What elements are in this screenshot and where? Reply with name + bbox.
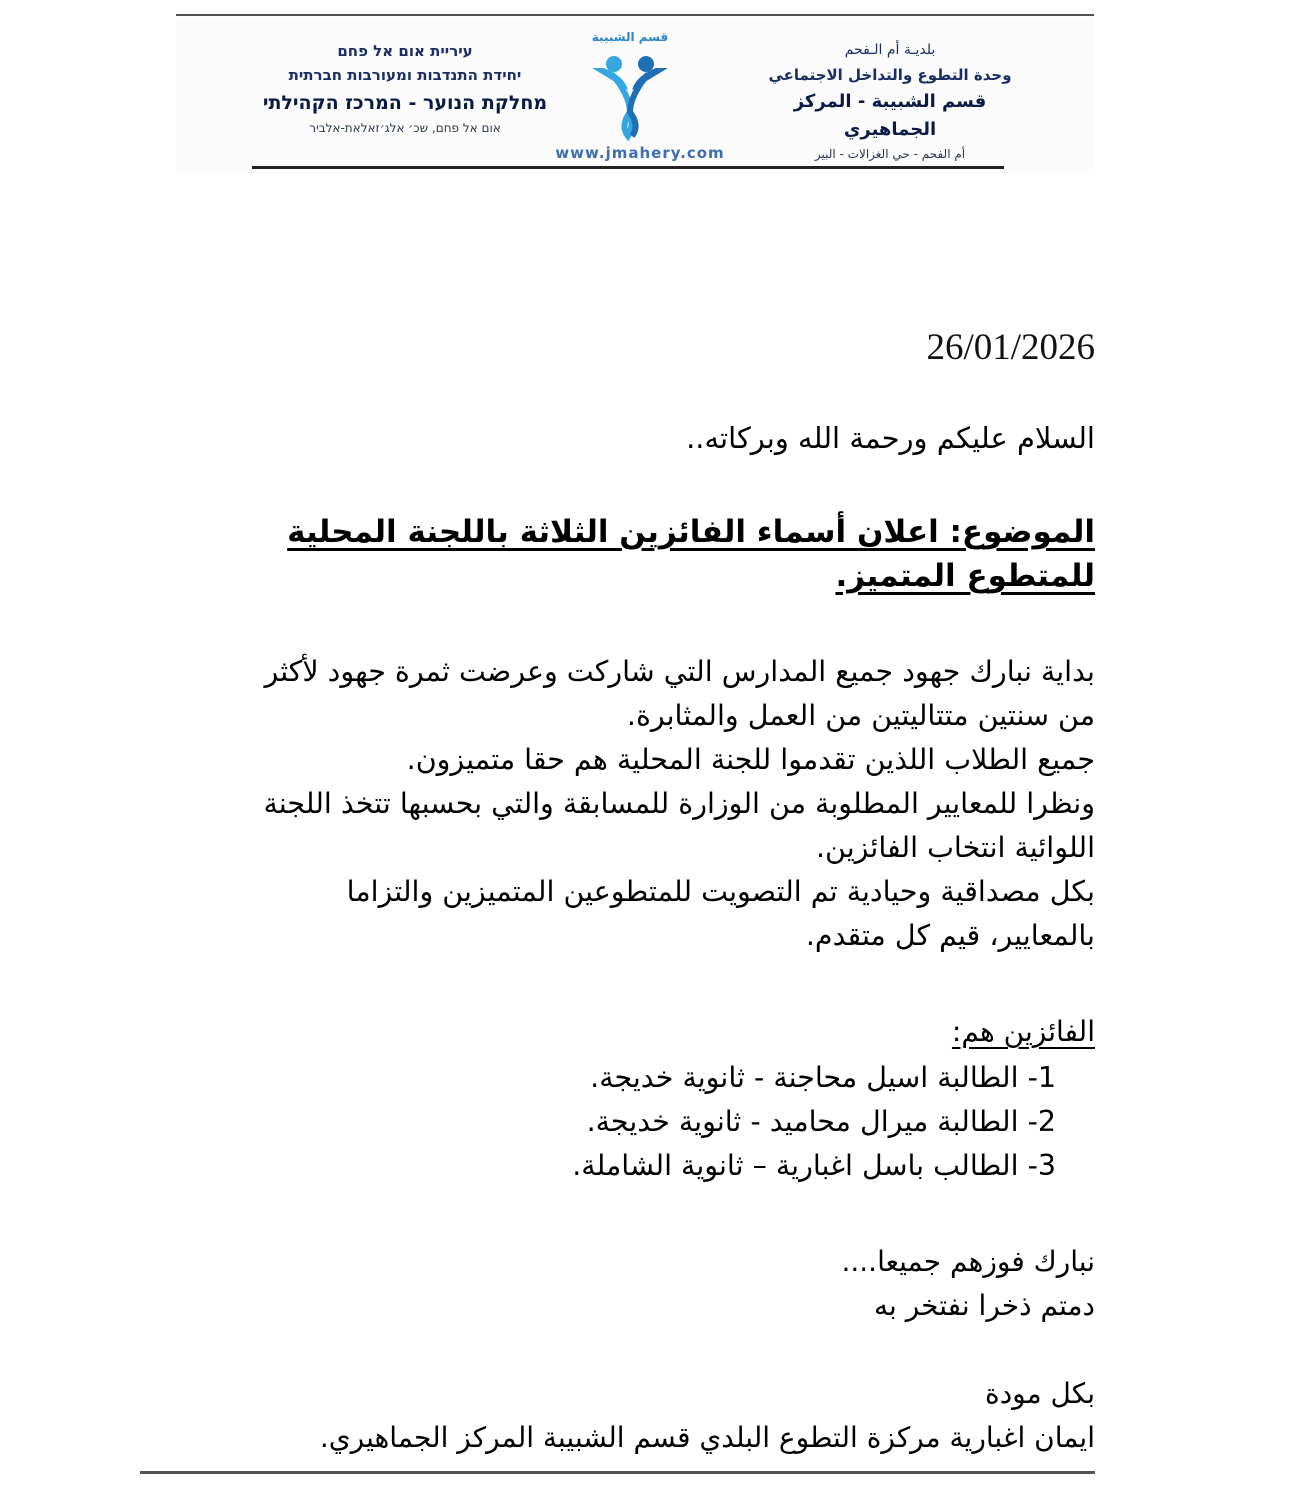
arabic-municipality: بلديـة أم الـفحم (844, 42, 936, 58)
winners-list (490, 1056, 1056, 1188)
body-paragraph: جميع الطلاب اللذين تقدموا للجنة المحلية هم حقا متميزون. (406, 743, 1095, 776)
winner-item: 1- الطالبة اسيل محاجنة - ثانوية خديجة. (590, 1061, 1056, 1094)
letter-date: 26/01/2026 (926, 327, 1095, 368)
body-paragraph: بداية نبارك جهود جميع المدارس التي شاركت وعرضت ثمرة جهود لأكثر من سنتين متتاليتين من العمل والمثابرة. (264, 655, 1095, 732)
arabic-department: قسم الشبيبة - المركز الجماهيري (793, 91, 987, 140)
closing-line: دمتم ذخرا نفتخر به (874, 1289, 1095, 1322)
closing (160, 1240, 1095, 1328)
header-rule (252, 166, 1004, 169)
arabic-unit: وحدة التطوع والتداخل الاجتماعي (768, 66, 1012, 84)
arabic-address: أم الفحم - حي الغزالات - البير (814, 147, 966, 161)
logo-figures-icon (590, 46, 670, 141)
winner-item: 3- الطالب باسل اغبارية – ثانوية الشاملة. (572, 1149, 1056, 1182)
letter-body (250, 650, 1095, 958)
signoff-salutation: بكل مودة (985, 1377, 1095, 1410)
subject-line: الموضوع: اعلان أسماء الفائزين الثلاثة باللجنة المحلية للمتطوع المتميز. (287, 514, 1095, 594)
top-rule (176, 14, 1094, 16)
winner-item: 2- الطالبة ميرال محاميد - ثانوية خديجة. (586, 1105, 1056, 1138)
bottom-rule (140, 1471, 1095, 1474)
logo-title: قسم الشبيبة (591, 30, 669, 44)
winners-heading: الفائزين هم: (951, 1015, 1095, 1048)
signoff-signature: ايمان اغبارية مركزة التطوع البلدي قسم الشبيبة المركز الجماهيري. (319, 1421, 1095, 1454)
website-link[interactable]: www.jmahery.com (555, 144, 725, 162)
greeting: السلام عليكم ورحمة الله وبركاته.. (686, 421, 1095, 455)
hebrew-address: אום אל פחם, שכ׳ אלג׳זאלאת-אלביר (309, 121, 501, 135)
hebrew-municipality: עיריית אום אל פחם (337, 42, 473, 60)
closing-line: نبارك فوزهم جميعا.... (841, 1245, 1095, 1278)
letterhead-hebrew (240, 40, 570, 138)
logo (580, 30, 680, 145)
letterhead-arabic (745, 38, 1035, 164)
body-paragraph: ونظرا للمعايير المطلوبة من الوزارة للمسابقة والتي بحسبها تتخذ اللجنة اللوائية انتخاب الفائزين. (263, 787, 1095, 864)
hebrew-unit: יחידת התנדבות ומעורבות חברתית (288, 66, 522, 84)
hebrew-department: מחלקת הנוער - המרכז הקהילתי (262, 92, 548, 114)
body-paragraph: بكل مصداقية وحيادية تم التصويت للمتطوعين المتميزين والتزاما بالمعايير، قيم كل متقدم. (346, 875, 1095, 952)
signoff (200, 1372, 1095, 1460)
